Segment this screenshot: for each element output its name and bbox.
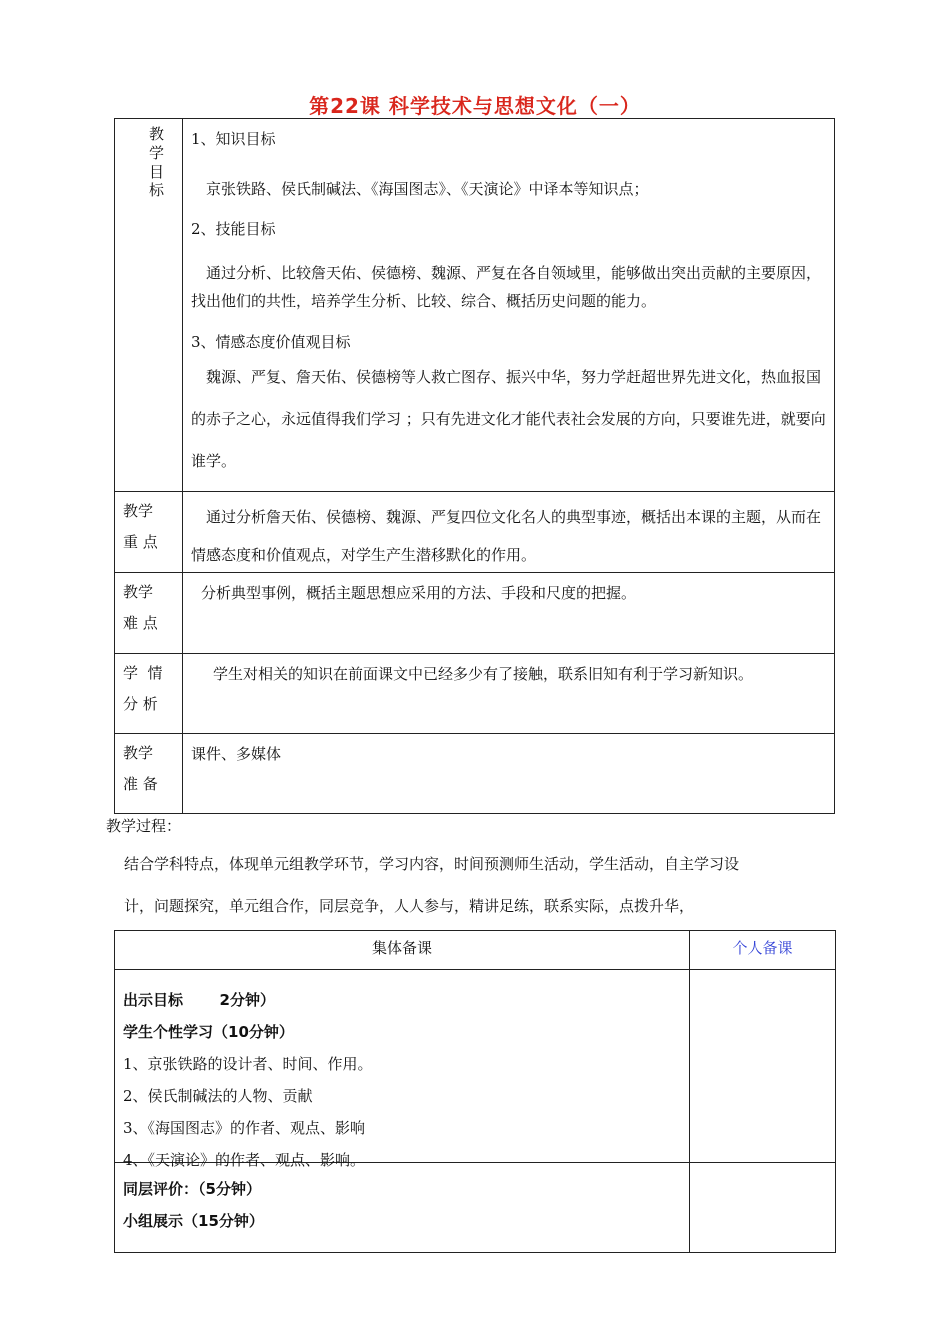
prep-block-1-personal: [690, 970, 835, 1162]
goal-attitude-text: 魏源、严复、詹天佑、侯德榜等人救亡图存、振兴中华，努力学赶超世界先进文化，热血报国的赤子之心，永远值得我们学习 ；只有先进文化才能代表社会发展的方向，只要谁先进，就要向谁学。: [191, 368, 826, 470]
prep-block-1: [115, 970, 835, 1169]
prep-label-line2: 准 备: [123, 775, 158, 793]
block2-bold-2: 小组展示（15分钟）: [123, 1212, 264, 1230]
block1-bold-2: 学生个性学习（10分钟）: [123, 1023, 294, 1041]
difficult-row: [115, 573, 834, 654]
prep-text: 课件、多媒体: [191, 745, 282, 763]
goal-skill-text: 通过分析、比较詹天佑、侯德榜、魏源、严复在各自领域里，能够做出突出贡献的主要原因，找出他们的共性，培养学生分析、比较、综合、概括历史问题的能力。: [191, 263, 822, 310]
collective-prep-header: 集体备课: [115, 931, 690, 969]
difficult-label-line1: 教学: [123, 583, 154, 601]
prep-table-header: [115, 931, 835, 970]
analysis-text: 学生对相关的知识在前面课文中已经多少有了接触，联系旧知有利于学习新知识。: [213, 665, 754, 683]
lesson-plan-table: [114, 118, 835, 814]
goals-content: [183, 119, 834, 491]
prep-row: [115, 734, 834, 814]
key-row: [115, 492, 834, 573]
block1-item-3: 3、《海国图志》的作者、观点、影响: [123, 1119, 366, 1137]
key-label: [115, 492, 183, 572]
analysis-row: [115, 654, 834, 734]
key-text: 通过分析詹天佑、侯德榜、魏源、严复四位文化名人的典型事迹，概括出本课的主题，从而在情感态度和价值观点，对学生产生潜移默化的作用。: [191, 508, 822, 564]
difficult-label-line2: 难 点: [123, 614, 158, 632]
analysis-label-line2: 分 析: [123, 695, 158, 713]
process-heading: 教学过程：: [106, 817, 182, 835]
prep-block-2-content: [115, 1163, 690, 1252]
prep-table: [114, 930, 836, 1253]
process-line-1: 结合学科特点，体现单元组教学环节，学习内容，时间预测师生活动，学生活动，自主学习设: [124, 855, 740, 873]
goals-row: [115, 119, 834, 492]
block1-bold-1: 出示目标 2分钟）: [123, 991, 275, 1009]
key-label-line2: 重 点: [123, 533, 158, 551]
goal-heading-skill: 2、技能目标: [191, 220, 276, 238]
process-line-2: 计，问题探究，单元组合作，同层竞争，人人参与，精讲足练，联系实际，点拨升华，: [124, 897, 695, 915]
difficult-label: [115, 573, 183, 653]
goal-knowledge-text: 京张铁路、侯氏制碱法、《海国图志》、《天演论》中译本等知识点；: [206, 179, 649, 198]
analysis-label: [115, 654, 183, 733]
goal-heading-attitude: 3、情感态度价值观目标: [191, 332, 351, 351]
analysis-label-line1: 学 情: [123, 664, 163, 682]
block1-item-4: 4、《天演论》的作者、观点、影响。: [123, 1151, 366, 1169]
prep-block-2-personal: [690, 1163, 835, 1252]
prep-block-1-content: [115, 970, 690, 1169]
difficult-text: 分析典型事例，概括主题思想应采用的方法、手段和尺度的把握。: [201, 584, 637, 602]
goal-heading-knowledge: 1、知识目标: [191, 130, 276, 148]
block1-item-2: 2、侯氏制碱法的人物、贡献: [123, 1087, 313, 1105]
prep-block-2: [115, 1163, 835, 1252]
prep-label-line1: 教学: [123, 744, 154, 762]
page-title: 第22课 科学技术与思想文化（一）: [309, 94, 641, 118]
goals-label-cell: [115, 119, 183, 491]
goals-label: 教学目标: [149, 125, 165, 200]
prep-label: [115, 734, 183, 813]
key-label-line1: 教学: [123, 502, 154, 520]
personal-prep-header: 个人备课: [732, 939, 793, 957]
block2-bold-1: 同层评价：（5分钟）: [123, 1180, 261, 1198]
block1-item-1: 1、京张铁路的设计者、时间、作用。: [123, 1055, 373, 1073]
